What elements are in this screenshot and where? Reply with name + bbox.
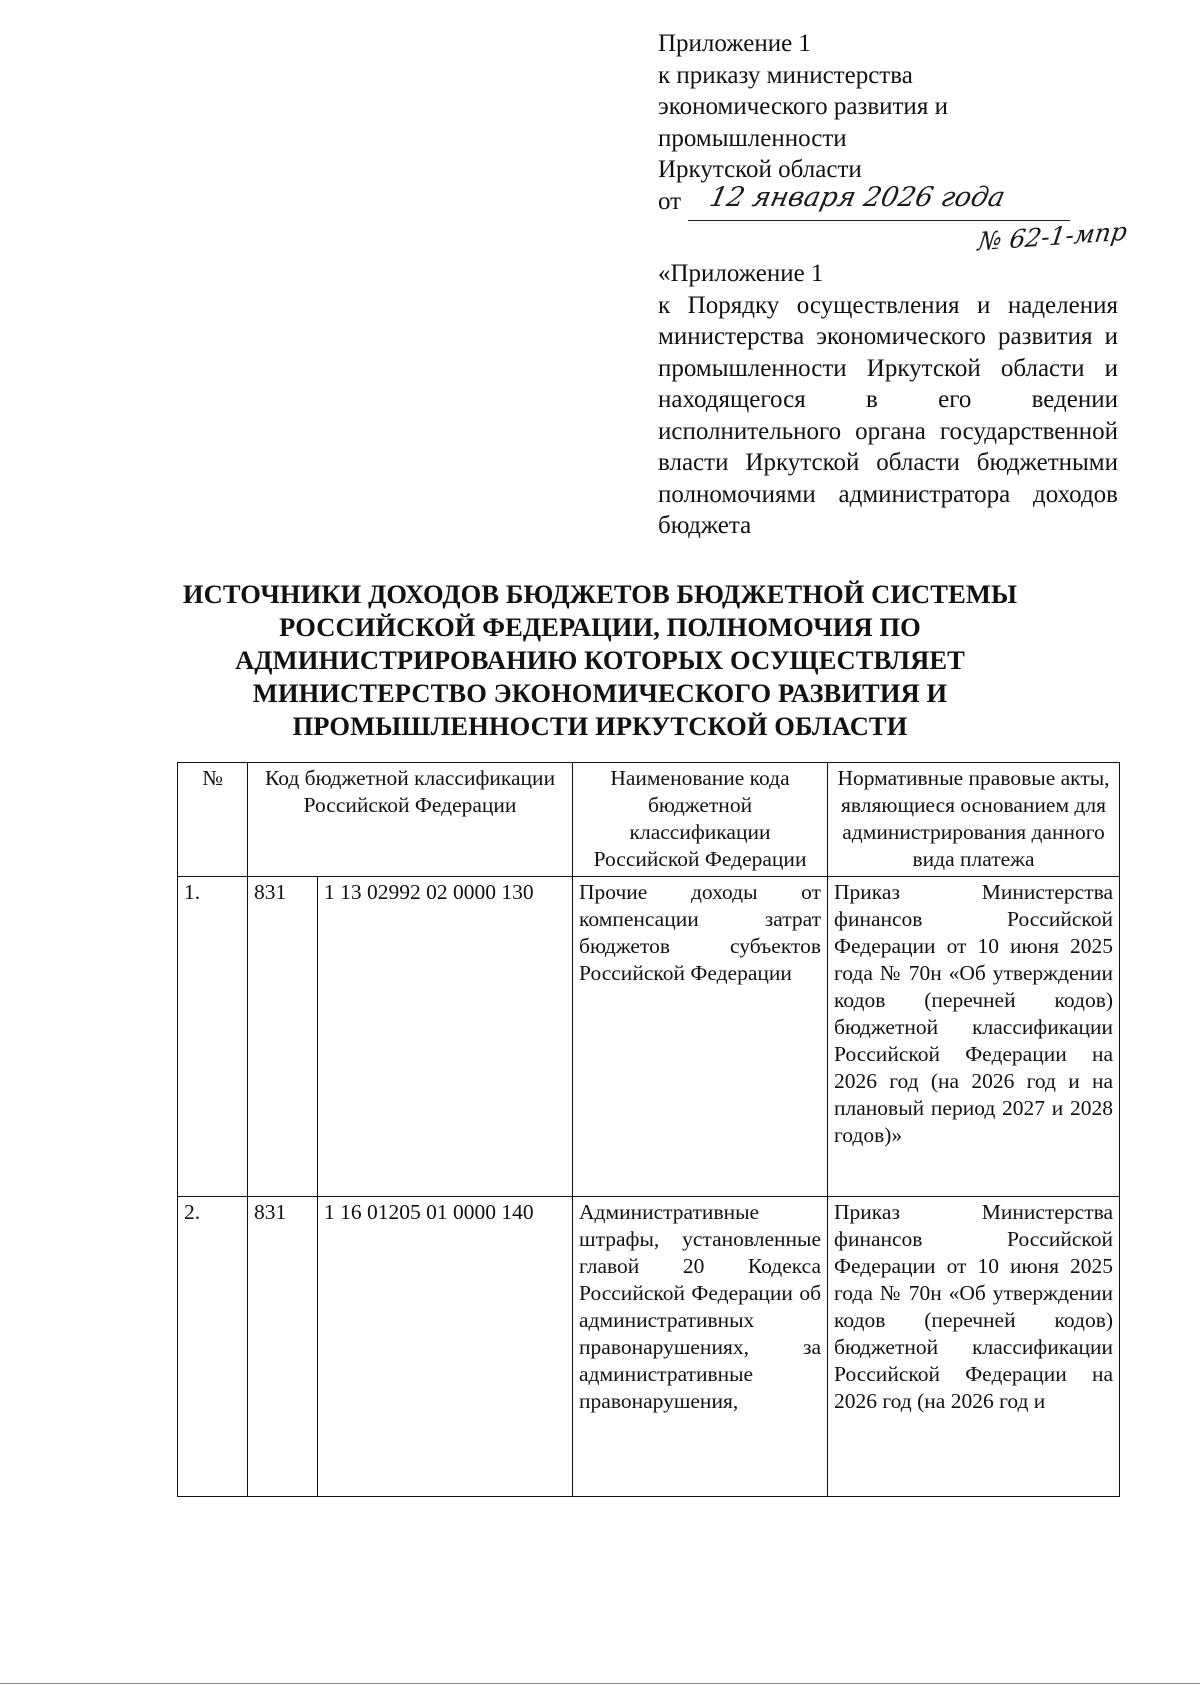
row-admin-code: 831	[248, 877, 318, 1197]
handwritten-order-number: № 62-1-мпр	[976, 216, 1129, 257]
table-row	[178, 877, 1120, 1197]
row-legal-acts: Приказ Министерства финансов Российской Федерации от 10 июня 2025 года № 70н «Об утверждении кодов (перечней кодов) бюджетной классификации Российской Федерации на 2026 год (на 2026 год и	[828, 1197, 1120, 1497]
procedure-attachment-text: к Порядку осуществления и наделения министерства экономического развития и промышленности Иркутской области и находящегося в его ведении исполнительного органа государственной власти Иркутской области бюджетными полномочиями администратора доходов бюджета	[658, 291, 1118, 539]
date-prefix: от	[658, 188, 682, 215]
row-code-name: Прочие доходы от компенсации затрат бюджетов субъектов Российской Федерации	[573, 877, 828, 1197]
header-acts: Нормативные правовые акты, являющиеся основанием для администрирования данного вида платежа	[828, 763, 1120, 877]
order-attachment-line: Приложение 1	[658, 30, 811, 57]
row-admin-code: 831	[248, 1197, 318, 1497]
header-name: Наименование кода бюджетной классификации Российской Федерации	[573, 763, 828, 877]
order-attachment-line: промышленности	[658, 124, 847, 152]
date-underline	[688, 220, 1070, 221]
row-code-name: Административные штрафы, установленные главой 20 Кодекса Российской Федерации об административных правонарушениях, за административные правонарушения,	[573, 1197, 828, 1497]
row-number: 1.	[178, 877, 248, 1197]
header-number: №	[178, 763, 248, 877]
order-attachment-line: к приказу министерства	[658, 61, 913, 89]
row-budget-code: 1 16 01205 01 0000 140	[318, 1197, 573, 1497]
page-bottom-rule	[0, 1683, 1200, 1684]
revenue-sources-table	[177, 762, 1120, 1497]
row-budget-code: 1 13 02992 02 0000 130	[318, 877, 573, 1197]
handwritten-date: 12 января 2026 года	[706, 182, 1008, 213]
order-attachment-block	[658, 28, 1078, 186]
document-title: ИСТОЧНИКИ ДОХОДОВ БЮДЖЕТОВ БЮДЖЕТНОЙ СИСТЕМЫ РОССИЙСКОЙ ФЕДЕРАЦИИ, ПОЛНОМОЧИЯ ПО АДМИНИСТРИРОВАНИЮ КОТОРЫХ ОСУЩЕСТВЛЯЕТ МИНИСТЕРСТВО ЭКОНОМИЧЕСКОГО РАЗВИТИЯ И ПРОМЫШЛЕННОСТИ ИРКУТСКОЙ ОБЛАСТИ	[182, 579, 1018, 741]
procedure-attachment-heading: «Приложение 1	[658, 260, 824, 287]
row-legal-acts: Приказ Министерства финансов Российской Федерации от 10 июня 2025 года № 70н «Об утверждении кодов (перечней кодов) бюджетной классификации Российской Федерации на 2026 год (на 2026 год и на плановый период 2027 и 2028 годов)»	[828, 877, 1120, 1197]
order-date-line	[658, 182, 1078, 228]
order-attachment-line: экономического развития и	[658, 93, 948, 120]
table-header-row	[178, 763, 1120, 877]
order-attachment-line: Иркутской области	[658, 156, 862, 183]
table-row	[178, 1197, 1120, 1497]
procedure-attachment-block	[658, 258, 1118, 542]
row-number: 2.	[178, 1197, 248, 1497]
header-code: Код бюджетной классификации Российской Федерации	[248, 763, 573, 877]
